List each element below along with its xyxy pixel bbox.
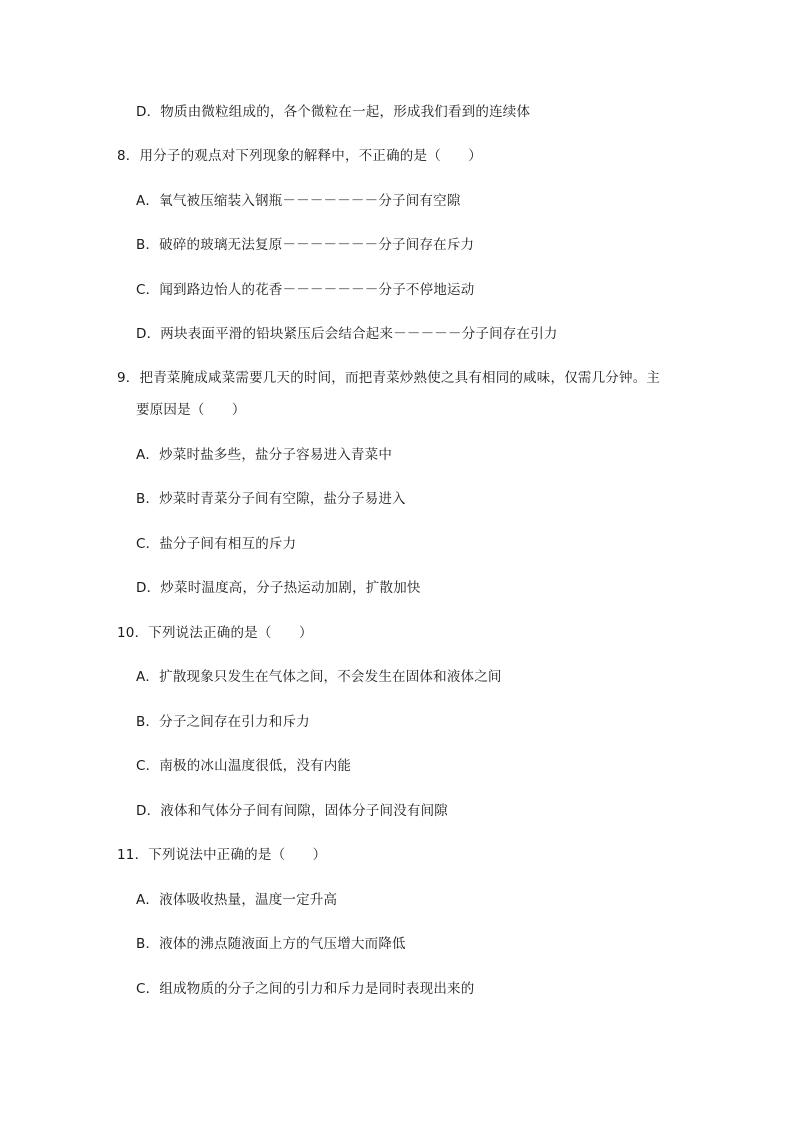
q11-option-c: C．组成物质的分子之间的引力和斥力是同时表现出来的: [136, 981, 475, 997]
q10-option-c: C．南极的冰山温度很低，没有内能: [136, 758, 352, 774]
q10-option-b: B．分子之间存在引力和斥力: [136, 714, 310, 730]
q11-option-a: A．液体吸收热量，温度一定升高: [136, 892, 338, 908]
q9-option-c: C．盐分子间有相互的斥力: [136, 536, 297, 552]
q9-stem: 9．把青菜腌成咸菜需要几天的时间，而把青菜炒熟使之具有相同的咸味，仅需几分钟。主: [117, 370, 661, 386]
q10-option-d: D．液体和气体分子间有间隙，固体分子间没有间隙: [136, 803, 448, 819]
q9-option-d: D．炒菜时温度高，分子热运动加剧，扩散加快: [136, 580, 421, 596]
q8-option-d: D．两块表面平滑的铅块紧压后会结合起来－－－－－分子间存在引力: [136, 326, 558, 342]
q7-option-d: D．物质由微粒组成的，各个微粒在一起，形成我们看到的连续体: [136, 104, 531, 120]
q8-stem: 8．用分子的观点对下列现象的解释中，不正确的是（ ）: [117, 148, 482, 164]
q8-option-b: B．破碎的玻璃无法复原－－－－－－－分子间存在斥力: [136, 237, 475, 253]
q9-option-a: A．炒菜时盐多些，盐分子容易进入青菜中: [136, 447, 393, 463]
q8-option-c: C．闻到路边怡人的花香－－－－－－－分子不停地运动: [136, 282, 475, 298]
q10-option-a: A．扩散现象只发生在气体之间，不会发生在固体和液体之间: [136, 669, 502, 685]
q11-option-b: B．液体的沸点随液面上方的气压增大而降低: [136, 936, 406, 952]
q9-option-b: B．炒菜时青菜分子间有空隙，盐分子易进入: [136, 491, 406, 507]
q11-stem: 11．下列说法中正确的是（ ）: [117, 847, 327, 863]
q10-stem: 10．下列说法正确的是（ ）: [117, 625, 313, 641]
q8-option-a: A．氧气被压缩装入钢瓶－－－－－－－分子间有空隙: [136, 193, 461, 209]
q9-stem-continued: 要原因是（ ）: [136, 402, 246, 418]
